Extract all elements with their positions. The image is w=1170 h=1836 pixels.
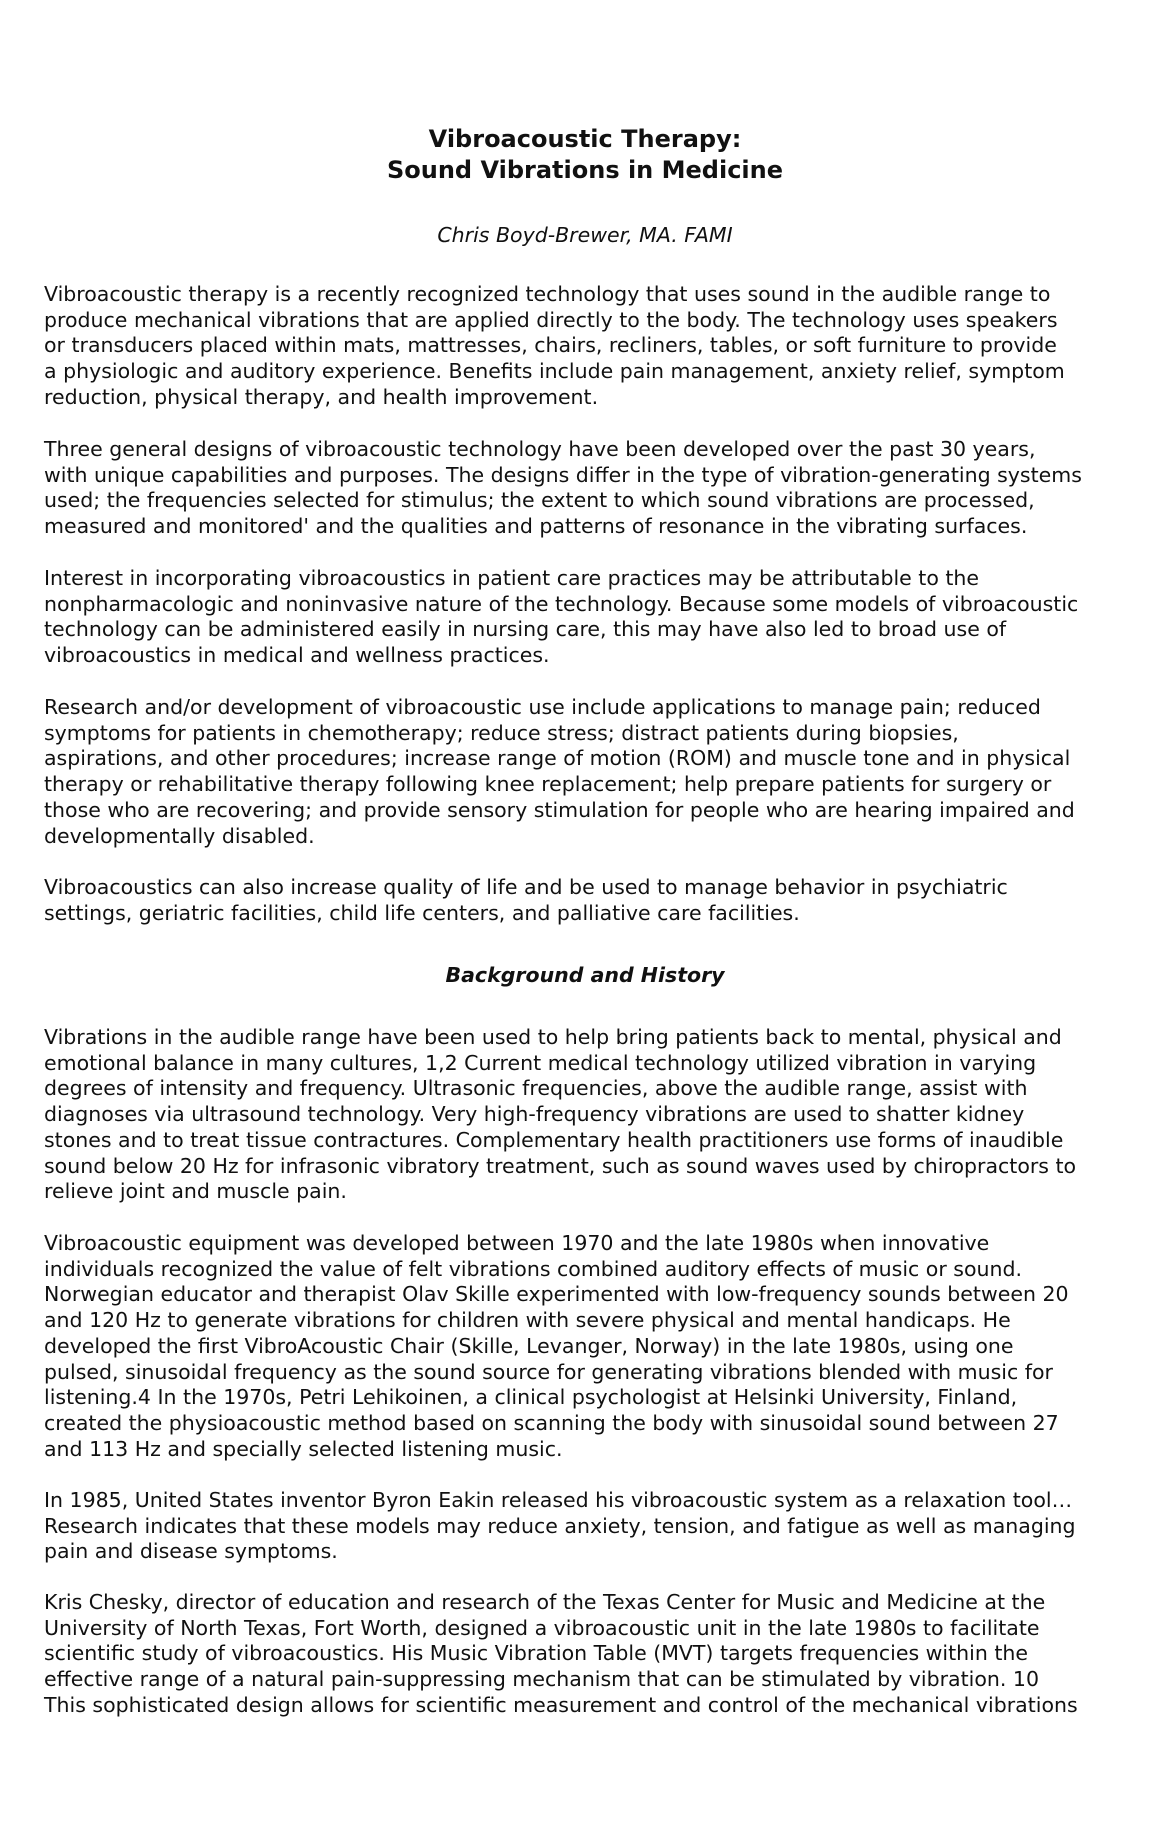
paragraph-background-1 [44,1025,1134,1205]
text-line: listening.4 In the 1970s, Petri Lehikoinen, a clinical psychologist at Helsinki University, Finland, [44,1385,1018,1410]
text-line: Vibroacoustic equipment was developed between 1970 and the late 1980s when innovative [44,1231,990,1255]
text-line: those who are recovering; and provide sensory stimulation for people who are hearing impaired and [44,797,1075,822]
text-line: vibroacoustics in medical and wellness practices. [44,643,550,668]
text-line: or transducers placed within mats, mattresses, chairs, recliners, tables, or soft furniture to provide [44,333,1057,358]
text-line: pulsed, sinusoidal frequency as the sound source for generating vibrations blended with music for [44,1359,1053,1384]
text-line: Vibroacoustics can also increase quality of life and be used to manage behavior in psychiatric [44,875,1008,899]
text-line: Vibroacoustic therapy is a recently recognized technology that uses sound in the audible range to [44,282,1051,306]
text-line: Research indicates that these models may reduce anxiety, tension, and fatigue as well as managing [44,1513,1076,1538]
paragraph-background-4 [44,1590,1134,1719]
text-line: Vibrations in the audible range have been used to help bring patients back to mental, physical and [44,1025,1062,1049]
text-line: University of North Texas, Fort Worth, designed a vibroacoustic unit in the late 1980s to facilitate [44,1615,1040,1640]
author-byline: Chris Boyd-Brewer, MA. FAMI [437,223,733,247]
text-line: In 1985, United States inventor Byron Eakin released his vibroacoustic system as a relaxation tool… [44,1488,1073,1512]
text-line: nonpharmacologic and noninvasive nature of the technology. Because some models of vibroacoustic [44,591,1079,616]
text-line: stones and to treat tissue contractures. Complementary health practitioners use forms of inaudible [44,1127,1064,1152]
text-line: created the physioacoustic method based on scanning the body with sinusoidal sound between 27 [44,1410,1059,1435]
title-line-1: Vibroacoustic Therapy: [428,125,742,153]
paragraph-intro-3 [44,566,1134,669]
text-line: individuals recognized the value of felt vibrations combined auditory effects of music or sound. [44,1256,1023,1281]
text-line: Three general designs of vibroacoustic technology have been developed over the past 30 years, [44,437,1036,461]
text-line: a physiologic and auditory experience. Benefits include pain management, anxiety relief, symptom [44,359,1065,384]
text-line: measured and monitored' and the qualities and patterns of resonance in the vibrating surfaces. [44,514,1028,539]
paragraph-intro-1 [44,282,1134,411]
text-line: relieve joint and muscle pain. [44,1179,347,1204]
text-line: scientific study of vibroacoustics. His Music Vibration Table (MVT) targets frequencies within the [44,1641,1028,1666]
text-line: Kris Chesky, director of education and research of the Texas Center for Music and Medicine at the [44,1590,1046,1614]
text-line: degrees of intensity and frequency. Ultrasonic frequencies, above the audible range, assist with [44,1076,1028,1101]
text-line: therapy or rehabilitative therapy following knee replacement; help prepare patients for surgery or [44,772,1052,797]
text-line: emotional balance in many cultures, 1,2 Current medical technology utilized vibration in varying [44,1050,1037,1075]
text-line: reduction, physical therapy, and health improvement. [44,384,599,409]
text-line: developed the first VibroAcoustic Chair (Skille, Levanger, Norway) in the late 1980s, using one [44,1333,1014,1358]
text-line: Norwegian educator and therapist Olav Skille experimented with low-frequency sounds between 20 [44,1282,1069,1307]
text-line: This sophisticated design allows for scientific measurement and control of the mechanical vibrations [44,1692,1078,1717]
text-line: and 120 Hz to generate vibrations for children with severe physical and mental handicaps. He [44,1308,1011,1333]
text-line: diagnoses via ultrasound technology. Very high-frequency vibrations are used to shatter kidney [44,1102,1025,1127]
text-line: sound below 20 Hz for infrasonic vibratory treatment, such as sound waves used by chiropractors to [44,1153,1077,1178]
section-heading: Background and History [445,963,725,987]
page-title [0,124,1170,186]
text-line: Interest in incorporating vibroacoustics in patient care practices may be attributable to the [44,566,980,590]
text-line: and 113 Hz and specially selected listening music. [44,1436,563,1461]
paragraph-background-2 [44,1231,1134,1462]
paragraph-intro-2 [44,437,1134,540]
text-line: settings, geriatric facilities, child life centers, and palliative care facilities. [44,900,800,925]
text-line: developmentally disabled. [44,823,315,848]
text-line: used; the frequencies selected for stimulus; the extent to which sound vibrations are processed, [44,488,1035,513]
text-line: Research and/or development of vibroacoustic use include applications to manage pain; reduced [44,695,1041,719]
text-line: aspirations, and other procedures; increase range of motion (ROM) and muscle tone and in physical [44,746,1071,771]
text-line: technology can be administered easily in nursing care, this may have also led to broad use of [44,617,1007,642]
title-line-2: Sound Vibrations in Medicine [386,156,784,184]
paragraph-intro-5 [44,875,1134,926]
paragraph-intro-4 [44,695,1134,849]
paragraph-background-3 [44,1488,1134,1565]
text-line: pain and disease symptoms. [44,1539,338,1564]
text-line: with unique capabilities and purposes. The designs differ in the type of vibration-generating systems [44,462,1082,487]
text-line: symptoms for patients in chemotherapy; reduce stress; distract patients during biopsies, [44,720,959,745]
text-line: produce mechanical vibrations that are applied directly to the body. The technology uses speakers [44,307,1058,332]
text-line: effective range of a natural pain-suppressing mechanism that can be stimulated by vibration. 10 [44,1667,1039,1692]
